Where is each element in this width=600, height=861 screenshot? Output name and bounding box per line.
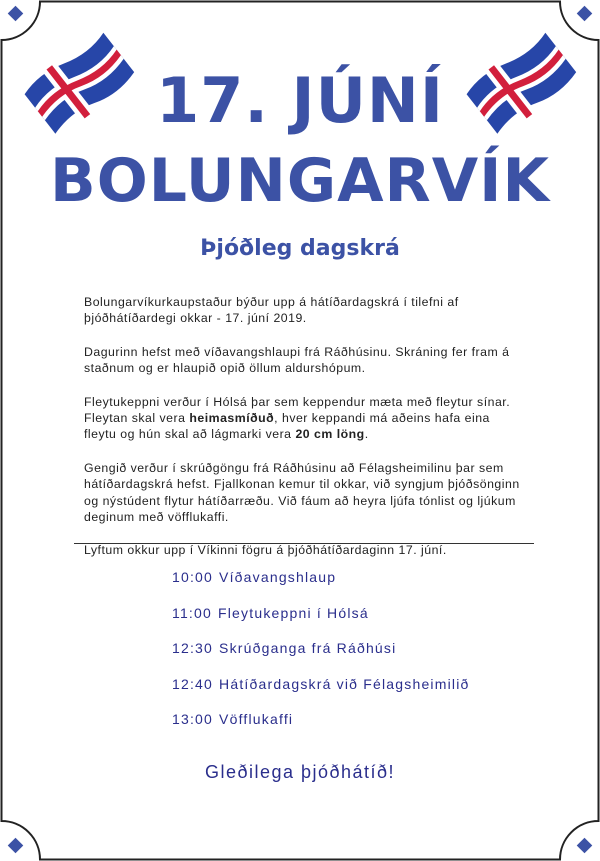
intro-paragraph: Lyftum okkur upp í Víkinni fögru á þjóðhátíðardaginn 17. júní. [84, 543, 447, 558]
divider [74, 543, 534, 544]
schedule-event: Hátíðardagskrá við Félagsheimilið [219, 675, 470, 692]
emphasis-text: 20 cm löng [295, 427, 365, 442]
schedule-time: 11:00 [172, 604, 212, 621]
schedule-time: 12:30 [172, 640, 214, 656]
page-title-date: 17. JÚNÍ [156, 64, 444, 137]
paragraph-text: Fleytukeppni verður í Hólsá þar sem keppendur mæta með fleytur sínar. Fleytan skal vera [84, 394, 511, 426]
schedule-list [172, 567, 470, 745]
schedule-event: Vöfflukaffi [219, 711, 294, 727]
intro-paragraph [84, 394, 524, 443]
schedule-item [172, 567, 470, 603]
schedule-time: 13:00 [172, 711, 214, 727]
paragraph-text: . [364, 427, 369, 442]
schedule-item [172, 603, 470, 639]
page-subtitle: Þjóðleg dagskrá [200, 236, 400, 261]
emphasis-text: heimasmíðuð [189, 411, 275, 426]
schedule-item [172, 638, 470, 674]
intro-paragraph: Dagurinn hefst með víðavangshlaupi frá Ráðhúsinu. Skráning fer fram á staðnum og er hlaupið opið öllum aldurshópum. [84, 344, 510, 376]
schedule-event: Fleytukeppni í Hólsá [218, 604, 369, 621]
closing-greeting: Gleðilega þjóðhátíð! [204, 762, 396, 782]
schedule-time: 10:00 [172, 569, 214, 585]
schedule-item [172, 674, 470, 710]
intro-paragraph: Bolungarvíkurkaupstaður býður upp á hátíðardagskrá í tilefni af þjóðhátíðardegi okkar - 17. júní 2019. [84, 295, 459, 326]
schedule-event: Skrúðganga frá Ráðhúsi [219, 640, 397, 656]
paragraph-text: , hver keppandi má aðeins hafa eina fleytu og hún skal að lágmarki vera [84, 411, 490, 442]
intro-text [84, 294, 524, 576]
schedule-item [172, 709, 470, 745]
intro-paragraph: Gengið verður í skrúðgöngu frá Ráðhúsinu að Félagsheimilinu þar sem hátíðardagskrá hefst. Fjallkonan kemur til okkar, við syngjum þjóðsönginn og nýstúdent flytur hátíðarræðu. Við fáum að heyra ljúfa tónlist og ljúkum deginum með vöfflukaffi. [84, 460, 520, 525]
page-title-town: BOLUNGARVÍK [50, 146, 550, 216]
schedule-event: Víðavangshlaup [219, 569, 337, 585]
schedule-time: 12:40 [172, 675, 214, 692]
